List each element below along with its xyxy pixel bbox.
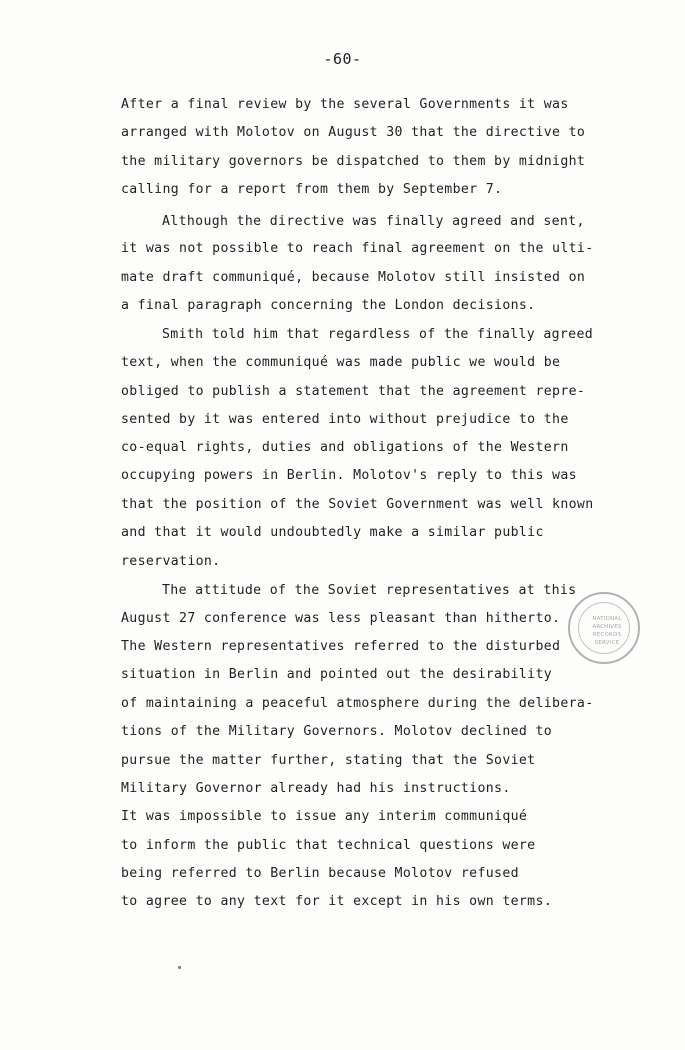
stamp-text: SERVICE [594,640,620,646]
page-number: -60- [323,50,362,68]
archives-stamp [568,592,640,664]
stamp-text: RECORDS [592,632,622,638]
paper-speck [178,966,181,969]
text-line: it was not possible to reach final agreement on the ulti- [121,241,594,256]
text-line: and that it would undoubtedly make a similar public [121,525,544,540]
text-line: text, when the communiqué was made public we would be [121,355,561,370]
text-line: Although the directive was finally agreed and sent, [162,214,585,229]
text-line: obliged to publish a statement that the agreement repre- [121,384,586,399]
text-line: pursue the matter further, stating that the Soviet [121,753,536,768]
text-line: a final paragraph concerning the London decisions. [121,298,536,313]
stamp-text: NATIONAL [592,616,622,622]
stamp-text: ARCHIVES [592,624,622,630]
text-line: of maintaining a peaceful atmosphere during the delibera- [121,696,594,711]
text-line: tions of the Military Governors. Molotov declined to [121,724,553,739]
text-line: reservation. [121,554,221,569]
text-line: The attitude of the Soviet representatives at this [162,583,577,598]
text-line: occupying powers in Berlin. Molotov's reply to this was [121,468,577,483]
text-line: to agree to any text for it except in his own terms. [121,894,553,909]
text-line: sented by it was entered into without prejudice to the [121,412,569,427]
text-line: being referred to Berlin because Molotov refused [121,866,519,881]
text-line: calling for a report from them by September 7. [121,182,503,197]
text-line: that the position of the Soviet Government was well known [121,497,594,512]
text-line: the military governors be dispatched to them by midnight [121,154,586,169]
text-line: It was impossible to issue any interim communiqué [121,809,528,824]
text-line: situation in Berlin and pointed out the desirability [121,667,553,682]
text-line: Smith told him that regardless of the finally agreed [162,327,594,342]
text-line: The Western representatives referred to the disturbed [121,639,561,654]
text-line: August 27 conference was less pleasant than hitherto. [121,611,561,626]
text-line: mate draft communiqué, because Molotov still insisted on [121,270,586,285]
text-line: Military Governor already had his instructions. [121,781,511,796]
text-line: co-equal rights, duties and obligations of the Western [121,440,569,455]
text-line: After a final review by the several Governments it was [121,97,569,112]
text-line: to inform the public that technical questions were [121,838,536,853]
text-line: arranged with Molotov on August 30 that the directive to [121,125,586,140]
